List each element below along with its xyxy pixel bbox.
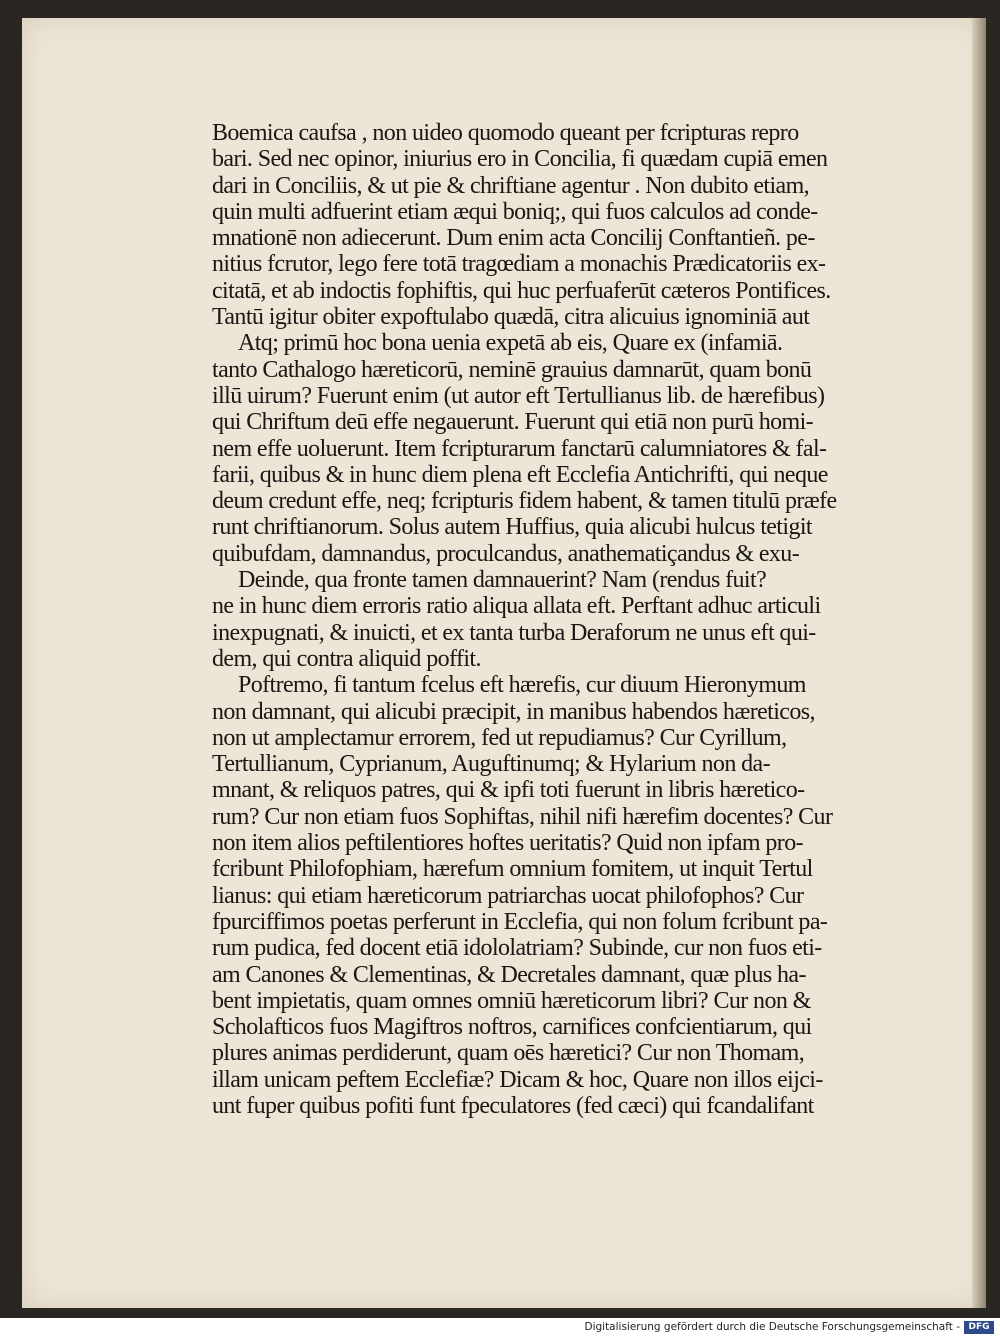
text-line: ne in hunc diem erroris ratio aliqua allata eft. Perftant adhuc articuli [212,593,821,620]
text-line: bari. Sed nec opinor, iniurius ero in Concilia, fi quædam cupiā emen [212,146,828,173]
text-line: am Canones & Clementinas, & Decretales damnant, quæ plus ha- [212,961,806,988]
text-line: nem effe uoluerunt. Item fcripturarum fanctarū calumniatores & fal- [212,435,827,462]
text-line: fcribunt Philofophiam, hærefum omnium fomitem, ut inquit Tertul [212,856,813,883]
text-line: dari in Conciliis, & ut pie & chriftiane agentur . Non dubito etiam, [212,172,810,199]
text-line: quin multi adfuerint etiam æqui boniq;, qui fuos calculos ad conde- [212,198,818,225]
dfg-logo: DFG [964,1321,994,1334]
text-line: plures animas perdiderunt, quam oēs hæretici? Cur non Thomam, [212,1040,805,1067]
text-line: mnationē non adiecerunt. Dum enim acta Concilij Conftantieñ. pe- [212,225,815,252]
text-line: unt fuper quibus pofiti funt fpeculatores (fed cæci) qui fcandalifant [212,1092,814,1119]
body-text [212,120,936,1119]
text-line: farii, quibus & in hunc diem plena eft Ecclefia Antichrifti, qui neque [212,461,828,488]
text-line: non damnant, qui alicubi præcipit, in manibus habendos hæreticos, [212,698,815,725]
text-line: Deinde, qua fronte tamen damnauerint? Nam (rendus fuit? [238,567,767,594]
text-line: rum pudica, fed docent etiā idololatriam? Subinde, cur non fuos eti- [212,935,822,962]
text-line: Tertullianum, Cyprianum, Auguftinumq; & Hylarium non da- [212,751,770,778]
text-line: Boemica caufsa , non uideo quomodo queant per fcripturas repro [212,120,799,146]
text-line: fpurciffimos poetas perferunt in Ecclefia, qui non folum fcribunt pa- [212,908,828,935]
text-line: deum credunt effe, neq; fcripturis fidem habent, & tamen titulū præfe [212,488,837,515]
text-line: citatā, et ab indoctis fophiftis, qui huc perfuaferūt cæteros Pontifices. [212,277,831,304]
text-line: non ut amplectamur errorem, fed ut repudiamus? Cur Cyrillum, [212,724,787,751]
book-page [22,18,986,1308]
text-line: mnant, & reliquos patres, qui & ipfi toti fuerunt in libris hæretico- [212,777,805,804]
funding-notice: Digitalisierung gefördert durch die Deutsche Forschungsgemeinschaft - [584,1321,960,1333]
text-line: runt chriftianorum. Solus autem Huffius, quia alicubi hulcus tetigit [212,514,812,541]
text-line: illam unicam peftem Ecclefiæ? Dicam & hoc, Quare non illos eijci- [212,1066,823,1093]
text-line: rum? Cur non etiam fuos Sophiftas, nihil nifi hærefim docentes? Cur [212,803,833,830]
text-line: dem, qui contra aliquid poffit. [212,645,481,672]
text-line: bent impietatis, quam omnes omniū hæreticorum libri? Cur non & [212,987,811,1014]
text-line: Tantū igitur obiter expoftulabo quædā, citra alicuius ignominiā aut [212,304,810,331]
text-line: Poftremo, fi tantum fcelus eft hærefis, cur diuum Hieronymum [238,672,806,699]
text-line: qui Chriftum deū effe negauerunt. Fuerunt qui etiā non purū homi- [212,409,814,436]
text-line: Atq; primū hoc bona uenia expetā ab eis, Quare ex (infamiā. [238,330,783,357]
text-line: nitius fcrutor, lego fere totā tragœdiam a monachis Prædicatoriis ex- [212,251,826,278]
text-line: illū uirum? Fuerunt enim (ut autor eft Tertullianus lib. de hærefibus) [212,382,825,409]
text-line: Scholafticos fuos Magiftros noftros, carnifices confcientiarum, qui [212,1014,812,1041]
text-line: quibufdam, damnandus, proculcandus, anathematiçandus & exu- [212,540,800,567]
text-line: tanto Cathalogo hæreticorū, neminē grauius damnarūt, quam bonū [212,356,812,383]
footer-bar [0,1318,1000,1339]
page-gutter [972,18,986,1308]
text-line: inexpugnati, & inuicti, et ex tanta turba Deraforum ne unus eft qui- [212,619,816,646]
text-line: non item alios peftilentiores hoftes ueritatis? Quid non ipfam pro- [212,830,803,857]
text-line: lianus: qui etiam hæreticorum patriarchas uocat philofophos? Cur [212,882,804,909]
